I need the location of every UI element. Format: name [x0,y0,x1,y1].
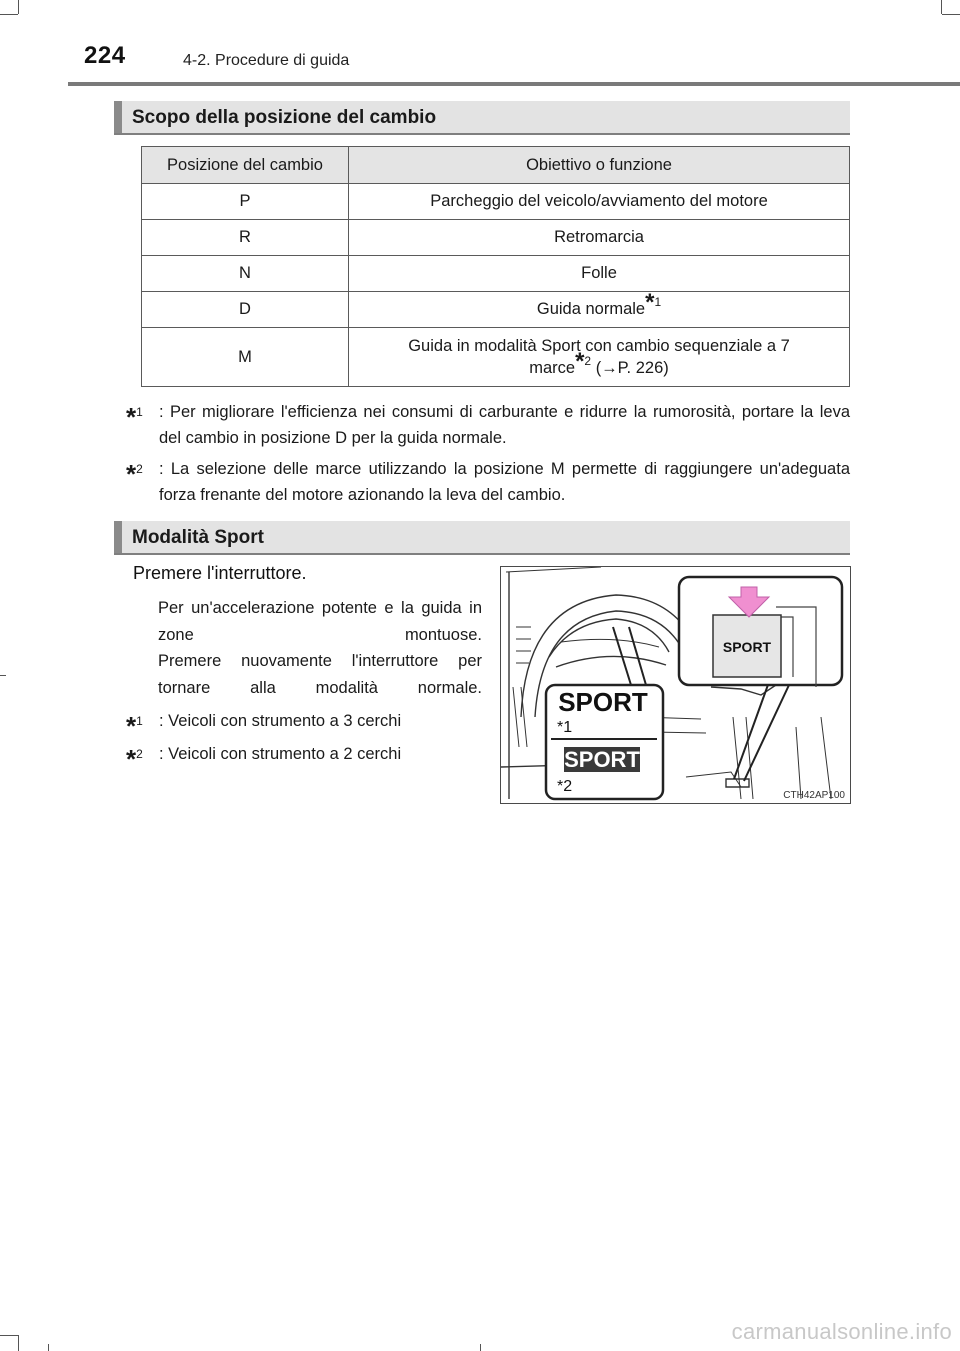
cell-function-text: Guida normale [536,300,646,318]
crop-mark [480,1344,481,1351]
section-title: Scopo della posizione del cambio [132,107,437,128]
crop-mark [942,14,960,15]
figure-code: CTH42AP100 [783,790,845,801]
table-row [142,328,850,387]
footnote-text: : La selezione delle marce utilizzando la posizione M permette di raggiungere un'adeguata forza frenante del motore azionando la leva del cambio. [159,460,850,504]
cell-position: M [142,328,349,387]
description-paragraph: Premere nuovamente l'interruttore per tornare alla modalità normale. [158,652,482,697]
footnote [126,708,486,741]
cell-function-text: Guida in modalità Sport con cambio sequenziale a 7 [408,337,790,355]
cell-function: Parcheggio del veicolo/avviamento del motore [349,184,850,220]
cell-function: Folle [349,256,850,292]
footnote [126,399,850,451]
footnote-marker: *$^1$ [126,711,143,741]
cell-function [349,289,850,328]
cell-position: N [142,256,349,292]
footnote-number: 1 [654,295,662,309]
section-title: Modalità Sport [132,527,264,548]
footnote-marker: *$^2$ [126,744,143,774]
cell-function [349,328,850,387]
callout-mark-2: *2 [557,778,573,795]
footnote-marker: *$^1$ [126,402,143,432]
column-header-position: Posizione del cambio [142,147,349,184]
cell-position: P [142,184,349,220]
cell-position: R [142,220,349,256]
sport-label-3-gauge: SPORT [558,687,648,717]
table-header-row [142,147,850,184]
footnote-marker: *$^2$ [126,459,143,489]
crop-mark [941,0,942,14]
callout-mark-1: *1 [557,719,573,736]
footnote [126,741,486,774]
footnote-text: : Veicoli con strumento a 3 cerchi [159,712,402,730]
crop-mark [0,675,6,676]
crop-mark [48,1344,49,1351]
crop-mark [0,1335,18,1336]
table-row [142,220,850,256]
section-heading-sport-mode [114,521,850,555]
footnote-text: : Per migliorare l'efficienza nei consumi di carburante e ridurre la rumorosità, portare la leva del cambio in posizione D per la guida normale. [159,403,850,447]
table-row [142,292,850,328]
description-paragraph: Per un'accelerazione potente e la guida in zone montuose. [158,599,482,644]
sport-label-2-gauge: SPORT [564,747,640,772]
dashboard-drawing [501,567,850,803]
step-instruction: Premere l'interruttore. [133,563,307,583]
page-reference: (→P. 226) [595,359,669,377]
page-number: 224 [84,42,126,69]
chapter-title: 4-2. Procedure di guida [183,52,350,69]
footnote-star: * [645,289,655,316]
crop-mark [0,14,18,15]
watermark: carmanualsonline.info [731,1319,952,1344]
cell-function-text: marce [529,359,576,377]
column-header-function: Obiettivo o funzione [349,147,850,184]
footnote-number: 2 [584,354,592,368]
header-rule [68,82,960,86]
footnote [126,456,850,508]
section-marker [114,521,122,553]
crop-mark [18,1335,19,1351]
table-row [142,256,850,292]
table-row [142,184,850,220]
switch-label: SPORT [722,639,772,655]
cell-function: Retromarcia [349,220,850,256]
footnote-star: * [575,348,585,375]
section-marker [114,101,122,133]
footnote-text: : Veicoli con strumento a 2 cerchi [159,745,402,763]
crop-mark [18,0,19,14]
cell-position: D [142,292,349,328]
gear-position-table [141,146,850,387]
sport-switch-illustration [500,566,851,804]
section-heading-gear-position [114,101,850,135]
